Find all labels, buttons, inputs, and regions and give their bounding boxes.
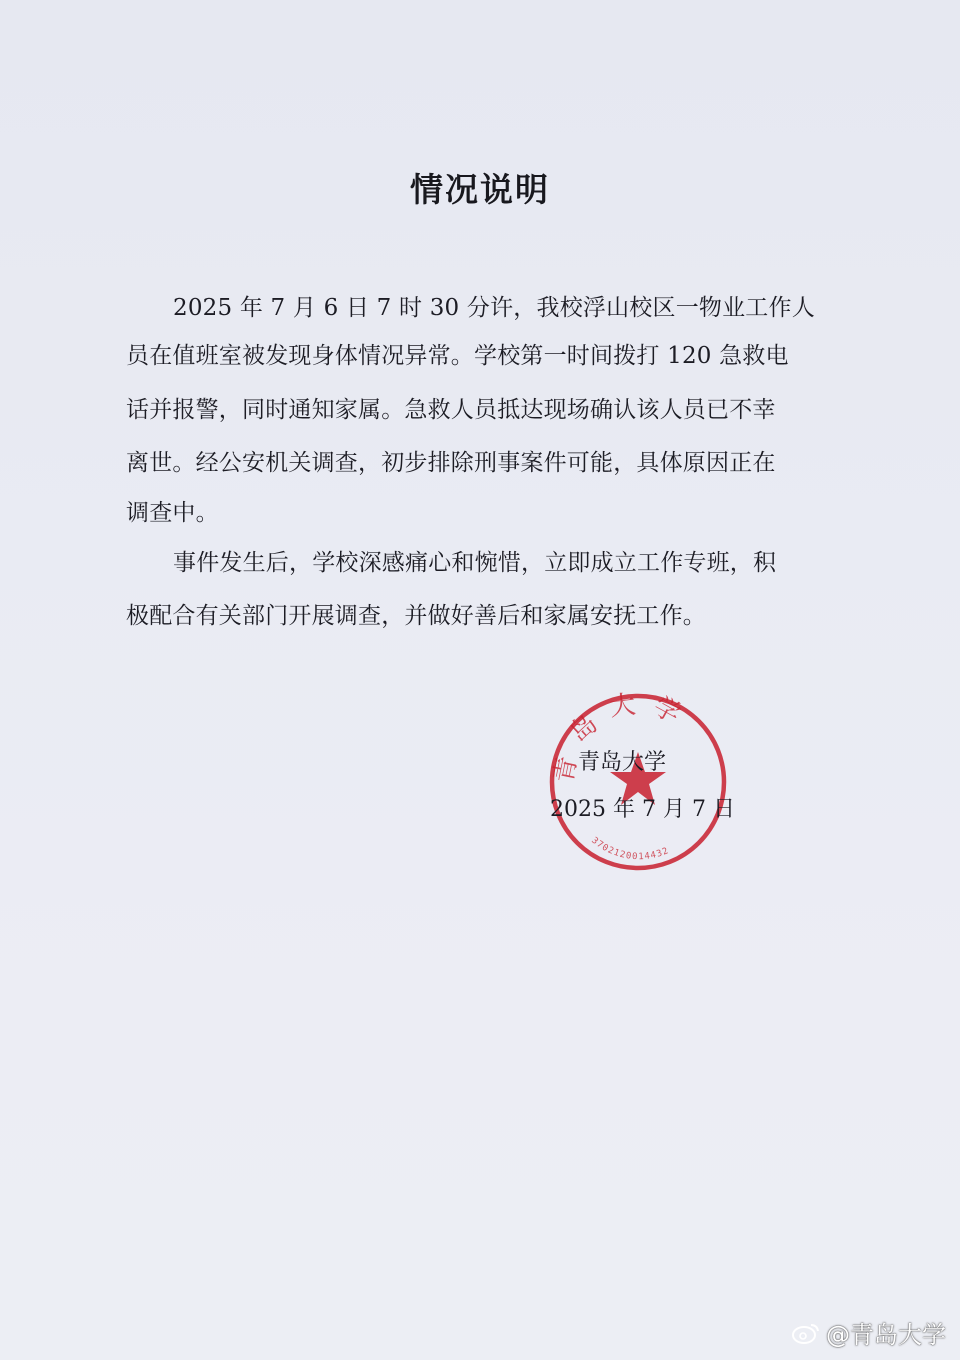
issue-date: 2025 年 7 月 7 日 (550, 797, 735, 822)
weibo-watermark (792, 1315, 946, 1350)
document-title: 情况说明 (410, 170, 550, 209)
paragraph1-line: 话并报警，同时通知家属。急救人员抵达现场确认该人员已不幸 (126, 397, 776, 423)
issuer-name: 青岛大学 (578, 750, 667, 775)
paragraph1-line: 2025 年 7 月 6 日 7 时 30 分许，我校浮山校区一物业工作人 (173, 295, 815, 321)
weibo-icon (792, 1322, 820, 1344)
paragraph1-line: 员在值班室被发现身体情况异常。学校第一时间拨打 120 急救电 (126, 343, 789, 369)
watermark-text: @青岛大学 (826, 1321, 946, 1349)
paragraph1-line: 离世。经公安机关调查，初步排除刑事案件可能，具体原因正在 (126, 450, 776, 476)
paragraph1-line: 调查中。 (126, 500, 219, 526)
paragraph2-line: 事件发生后，学校深感痛心和惋惜，立即成立工作专班，积 (173, 550, 777, 576)
seal-text: 青岛大学 (548, 688, 698, 786)
official-seal (544, 688, 732, 876)
paragraph2-line: 极配合有关部门开展调查，并做好善后和家属安抚工作。 (126, 603, 706, 629)
seal-code: 3702120014432 (589, 835, 671, 863)
